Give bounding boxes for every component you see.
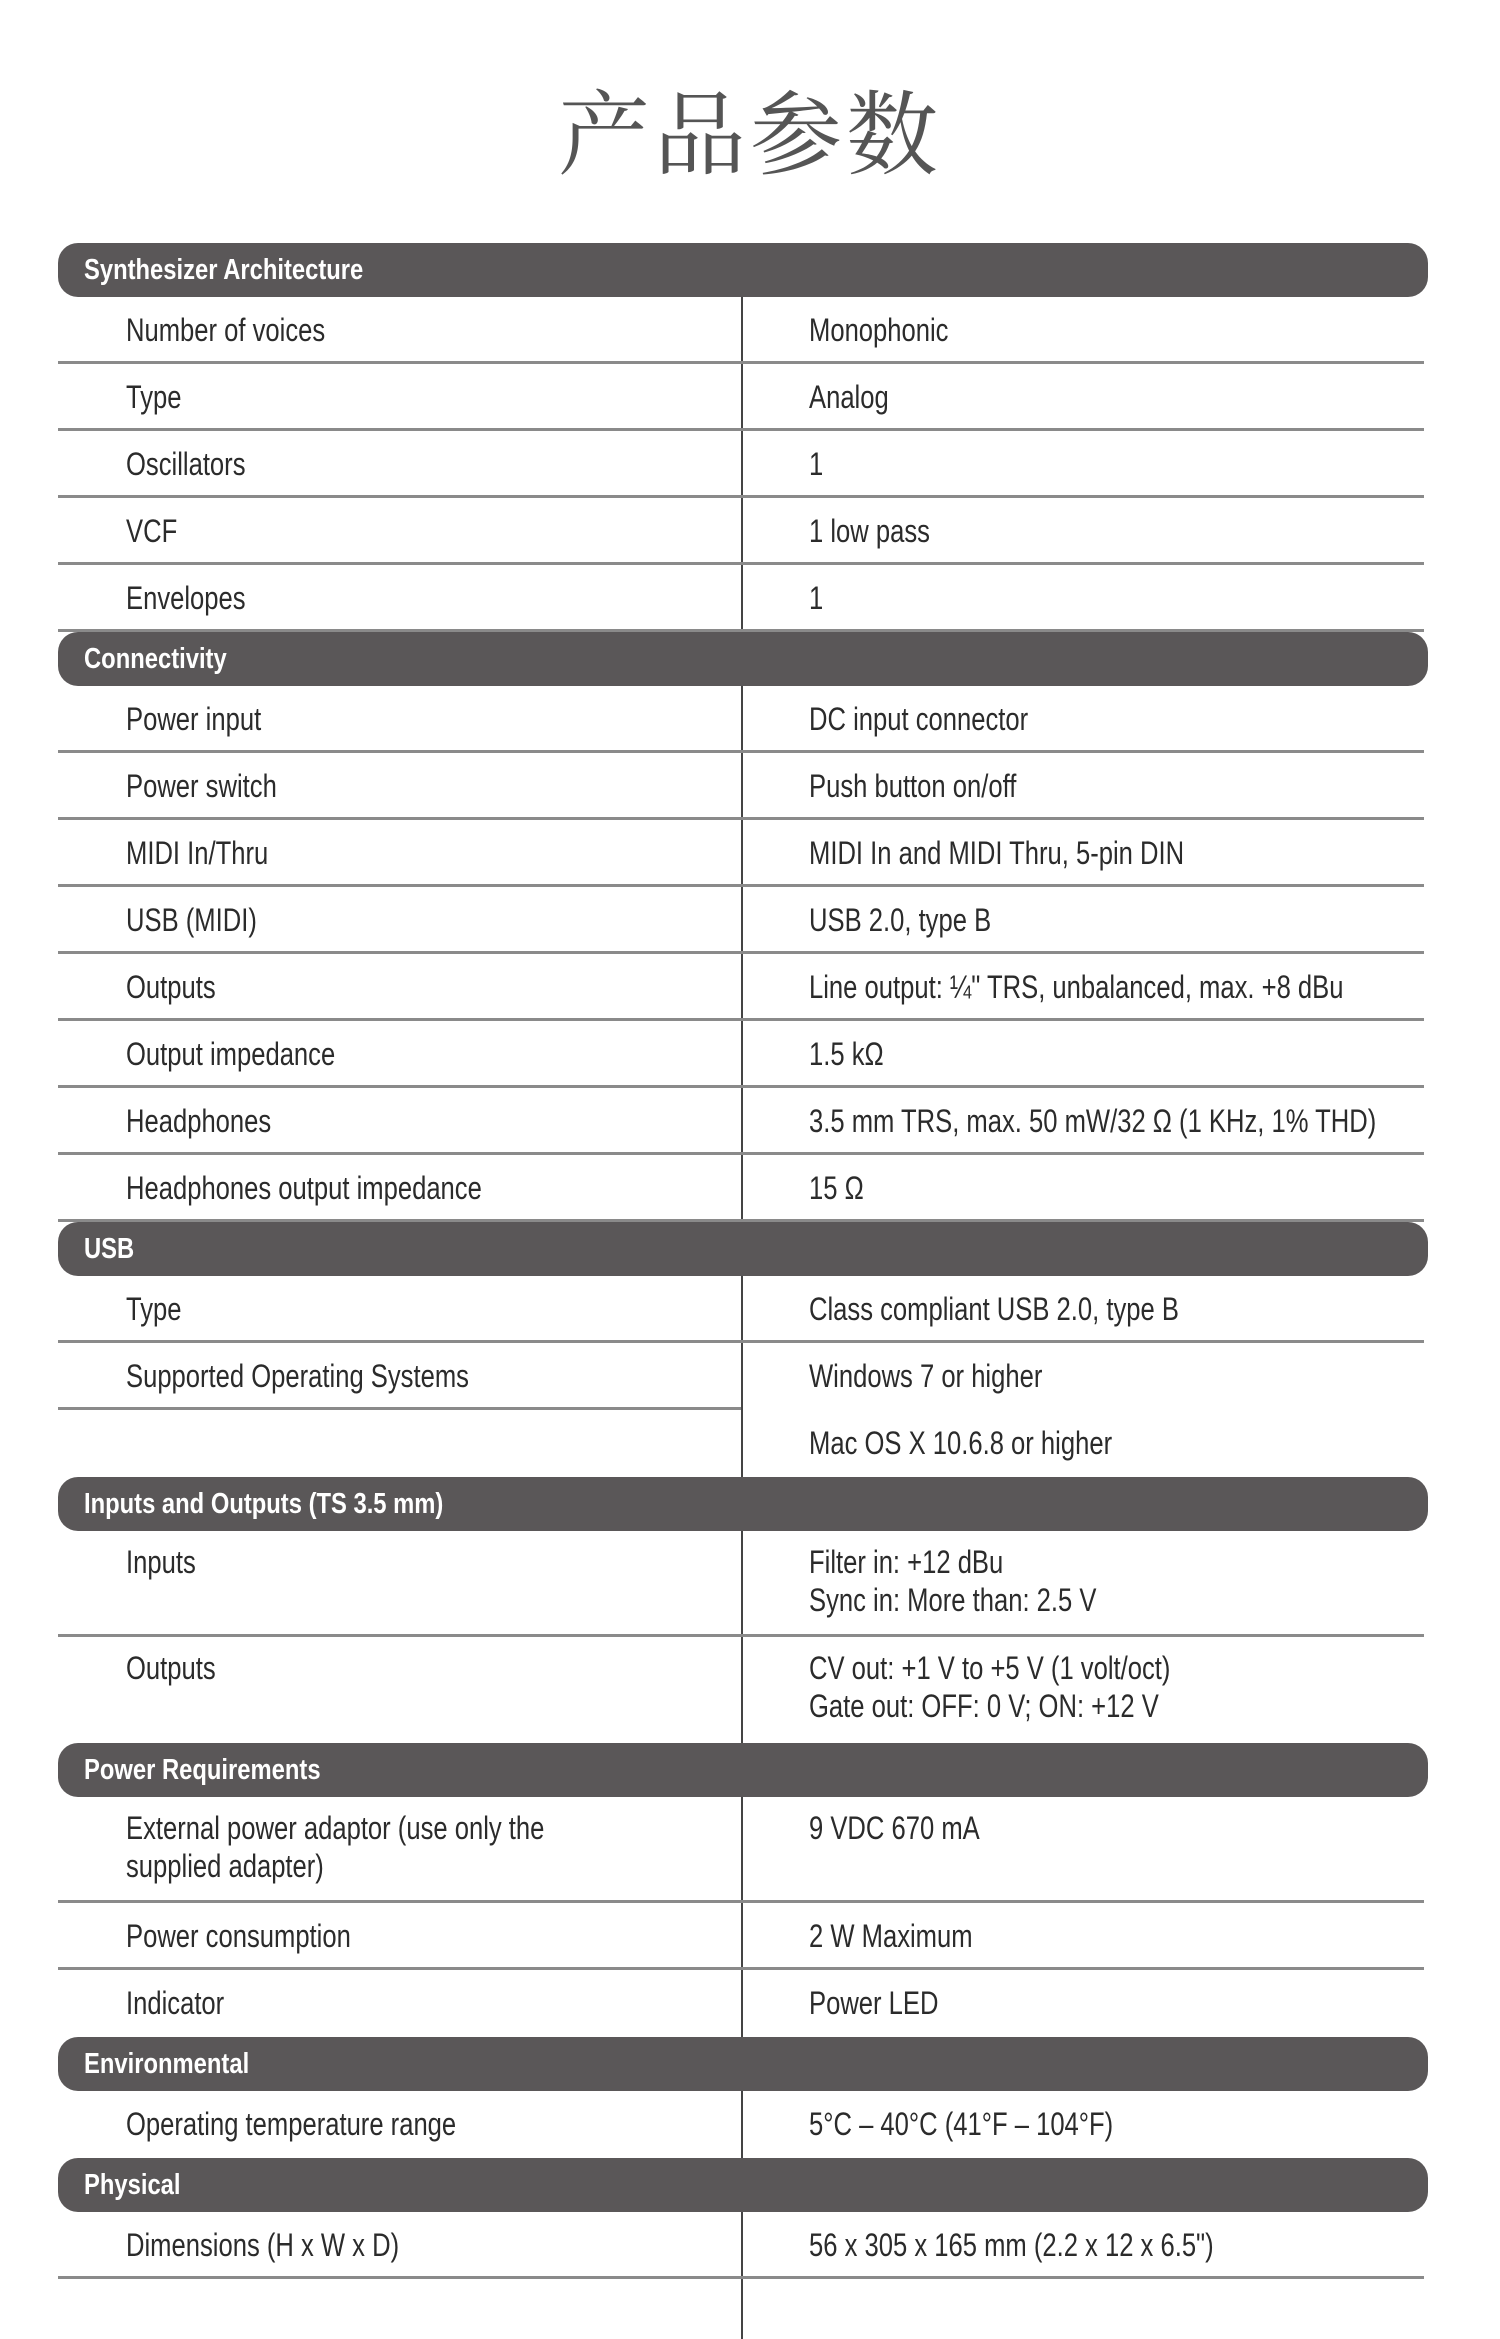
spec-value-cell <box>809 1543 1500 1619</box>
spec-value-cell <box>809 1169 1500 1207</box>
spec-value: Line output: ¼" TRS, unbalanced, max. +8 dBu <box>809 969 1344 1005</box>
spec-label: Inputs <box>126 1544 196 1580</box>
spec-label-cell <box>126 1809 686 1885</box>
table-row <box>58 1155 1428 1222</box>
spec-label: Supported Operating Systems <box>126 1358 469 1394</box>
table-row <box>58 498 1428 565</box>
table-row <box>58 431 1428 498</box>
spec-value: DC input connector <box>809 701 1029 737</box>
spec-label-cell <box>126 512 686 550</box>
table-row <box>58 1021 1428 1088</box>
table-row <box>58 954 1428 1021</box>
spec-label-cell <box>126 1290 686 1328</box>
section-header <box>58 1477 1428 1531</box>
spec-label-cell <box>126 1102 686 1140</box>
spec-value-cell <box>809 1102 1500 1140</box>
spec-label: Headphones output impedance <box>126 1170 482 1206</box>
section-header <box>58 2158 1428 2212</box>
spec-label: Headphones <box>126 1103 272 1139</box>
spec-table <box>58 243 1428 2279</box>
spec-label-cell <box>126 1984 686 2022</box>
section-header <box>58 2037 1428 2091</box>
spec-label: Outputs <box>126 969 216 1005</box>
spec-value-cell <box>809 2105 1500 2143</box>
table-row <box>58 2091 1428 2158</box>
section-header-label: Connectivity <box>84 643 227 675</box>
table-row <box>58 364 1428 431</box>
spec-value-cell <box>809 445 1500 483</box>
spec-value: 1.5 kΩ <box>809 1036 884 1072</box>
section-header <box>58 1743 1428 1797</box>
section-header-label: Physical <box>84 2169 181 2201</box>
spec-label-cell <box>126 1917 686 1955</box>
table-row <box>58 1088 1428 1155</box>
spec-label: External power adaptor (use only the supplied adapter) <box>126 1810 545 1884</box>
spec-value-cell <box>809 901 1500 939</box>
table-row <box>58 1276 1428 1343</box>
section-header-label: Environmental <box>84 2048 250 2080</box>
spec-label-cell <box>126 1649 686 1687</box>
spec-value-cell <box>809 1035 1500 1073</box>
table-row <box>58 1970 1428 2037</box>
spec-value: Push button on/off <box>809 768 1017 804</box>
spec-value: 1 low pass <box>809 513 930 549</box>
spec-value-cell <box>809 1649 1500 1725</box>
section-header-label: USB <box>84 1233 135 1265</box>
row-divider <box>58 2276 1424 2279</box>
spec-value-cell <box>809 378 1500 416</box>
spec-label: Dimensions (H x W x D) <box>126 2227 400 2263</box>
spec-value-cell <box>809 968 1500 1006</box>
spec-value: 1 <box>809 446 824 482</box>
spec-value-cell <box>809 1357 1500 1395</box>
spec-label: Power consumption <box>126 1918 351 1954</box>
spec-value-cell <box>809 512 1500 550</box>
section-header <box>58 1222 1428 1276</box>
table-row <box>58 820 1428 887</box>
page-title: 产品参数 <box>557 82 942 189</box>
table-row <box>58 1410 1428 1477</box>
spec-value: MIDI In and MIDI Thru, 5-pin DIN <box>809 835 1185 871</box>
spec-value-cell <box>809 311 1500 349</box>
spec-value: 5°C – 40°C (41°F – 104°F) <box>809 2106 1114 2142</box>
spec-label-cell <box>126 1424 686 1462</box>
spec-value-cell <box>809 1917 1500 1955</box>
spec-label-cell <box>126 579 686 617</box>
spec-value: Filter in: +12 dBu Sync in: More than: 2.5 V <box>809 1544 1097 1618</box>
spec-value-cell <box>809 2226 1500 2264</box>
spec-label: Envelopes <box>126 580 246 616</box>
spec-value: CV out: +1 V to +5 V (1 volt/oct) Gate out: OFF: 0 V; ON: +12 V <box>809 1650 1171 1724</box>
spec-label-cell <box>126 834 686 872</box>
spec-label-cell <box>126 1357 686 1395</box>
spec-value: Windows 7 or higher <box>809 1358 1043 1394</box>
spec-label-cell <box>126 1169 686 1207</box>
spec-label: Oscillators <box>126 446 246 482</box>
table-row <box>58 1343 1428 1410</box>
spec-value: 1 <box>809 580 824 616</box>
spec-value: USB 2.0, type B <box>809 902 992 938</box>
spec-value: 9 VDC 670 mA <box>809 1810 980 1846</box>
spec-value-cell <box>809 1424 1500 1462</box>
section-header-label: Synthesizer Architecture <box>84 254 364 286</box>
spec-value-cell <box>809 1809 1500 1847</box>
spec-value-cell <box>809 834 1500 872</box>
spec-label: Outputs <box>126 1650 216 1686</box>
spec-label: Type <box>126 1291 182 1327</box>
spec-label: MIDI In/Thru <box>126 835 269 871</box>
spec-label-cell <box>126 2105 686 2143</box>
table-row <box>58 1637 1428 1743</box>
table-row <box>58 1797 1428 1903</box>
table-row <box>58 686 1428 753</box>
spec-value: 15 Ω <box>809 1170 864 1206</box>
table-row <box>58 1903 1428 1970</box>
table-row <box>58 1531 1428 1637</box>
spec-label: Power switch <box>126 768 277 804</box>
spec-label: VCF <box>126 513 178 549</box>
spec-label-cell <box>126 2226 686 2264</box>
spec-label-cell <box>126 700 686 738</box>
spec-label-cell <box>126 968 686 1006</box>
section-header-label: Inputs and Outputs (TS 3.5 mm) <box>84 1488 444 1520</box>
spec-label-cell <box>126 445 686 483</box>
spec-label: USB (MIDI) <box>126 902 257 938</box>
spec-label: Type <box>126 379 182 415</box>
spec-label: Output impedance <box>126 1036 336 1072</box>
spec-value: Mac OS X 10.6.8 or higher <box>809 1425 1113 1461</box>
spec-value: Analog <box>809 379 889 415</box>
table-row <box>58 2212 1428 2279</box>
spec-value: Monophonic <box>809 312 949 348</box>
spec-label-cell <box>126 311 686 349</box>
spec-label-cell <box>126 767 686 805</box>
table-row <box>58 887 1428 954</box>
spec-label-cell <box>126 1035 686 1073</box>
spec-value: Power LED <box>809 1985 939 2021</box>
spec-value-cell <box>809 1290 1500 1328</box>
spec-label: Power input <box>126 701 262 737</box>
spec-value: 3.5 mm TRS, max. 50 mW/32 Ω (1 KHz, 1% THD) <box>809 1103 1377 1139</box>
section-header-label: Power Requirements <box>84 1754 321 1786</box>
table-row <box>58 753 1428 820</box>
spec-label: Number of voices <box>126 312 326 348</box>
spec-label-cell <box>126 1543 686 1581</box>
table-row <box>58 565 1428 632</box>
table-row <box>58 297 1428 364</box>
spec-label-cell <box>126 901 686 939</box>
section-header <box>58 632 1428 686</box>
spec-value-cell <box>809 579 1500 617</box>
spec-value-cell <box>809 767 1500 805</box>
spec-value: Class compliant USB 2.0, type B <box>809 1291 1179 1327</box>
spec-label: Operating temperature range <box>126 2106 457 2142</box>
spec-value-cell <box>809 700 1500 738</box>
spec-value: 56 x 305 x 165 mm (2.2 x 12 x 6.5") <box>809 2227 1214 2263</box>
spec-value-cell <box>809 1984 1500 2022</box>
section-header <box>58 243 1428 297</box>
spec-value: 2 W Maximum <box>809 1918 973 1954</box>
spec-label: Indicator <box>126 1985 225 2021</box>
spec-label-cell <box>126 378 686 416</box>
